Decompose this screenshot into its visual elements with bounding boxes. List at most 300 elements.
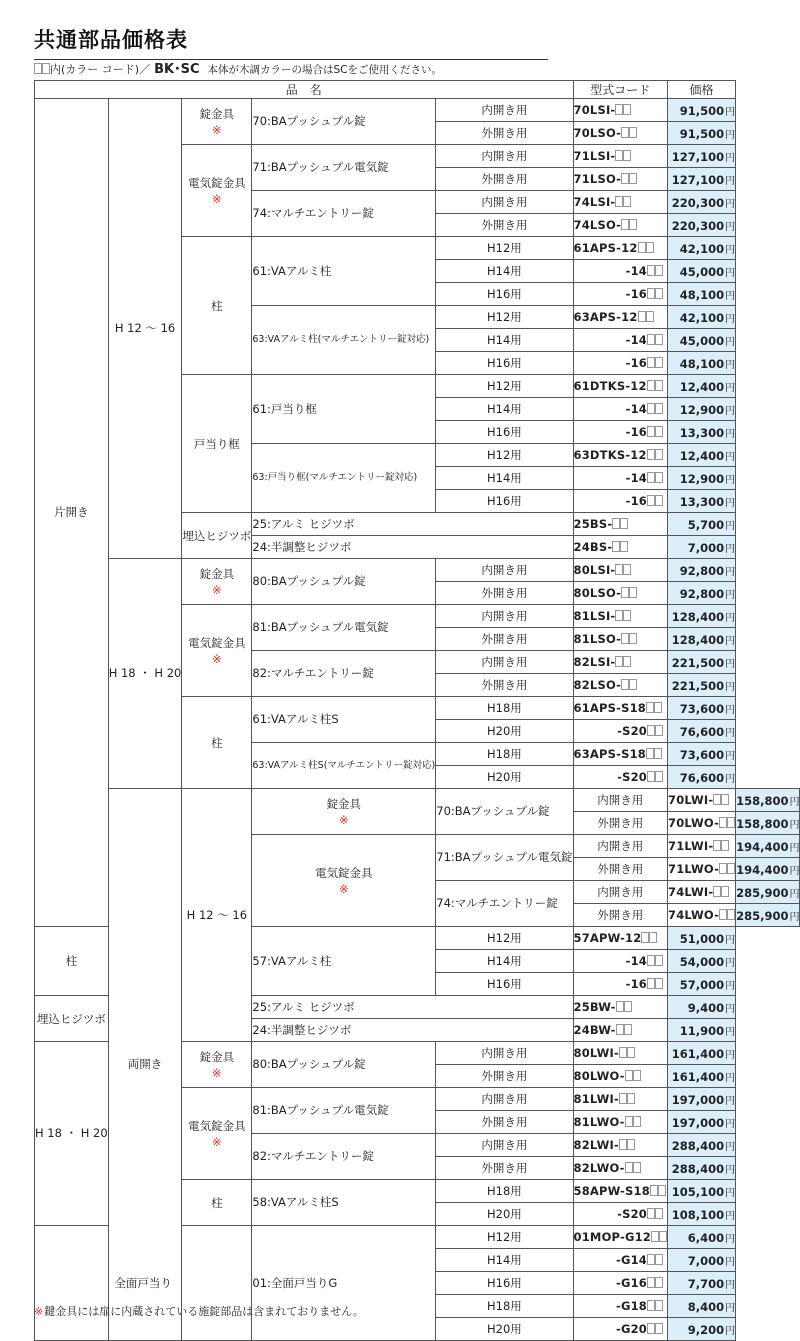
size-cell: 内開き用 bbox=[573, 881, 667, 904]
category-cell bbox=[182, 559, 252, 605]
yen-unit: 円 bbox=[725, 727, 736, 739]
model-code: 81LSO- bbox=[573, 632, 622, 646]
color-box-icon bbox=[621, 633, 629, 644]
price-value: 5,700 bbox=[687, 517, 725, 532]
category-cell bbox=[182, 1180, 252, 1226]
model-code: 61APS-S18 bbox=[573, 701, 647, 715]
price-value: 128,400 bbox=[671, 609, 725, 624]
color-box-icon bbox=[719, 909, 727, 920]
product-cell: 63:戸当り框(マルチエントリー錠対応) bbox=[252, 444, 436, 513]
footnote bbox=[34, 1304, 364, 1320]
price-cell bbox=[668, 1111, 736, 1134]
color-box-icon bbox=[655, 334, 663, 345]
model-code: -14 bbox=[625, 402, 647, 416]
price-cell bbox=[668, 214, 736, 237]
color-box-icon bbox=[655, 725, 663, 736]
category-label: 錠金具 bbox=[326, 796, 362, 811]
color-box-icon bbox=[647, 1254, 655, 1265]
price-cell bbox=[668, 720, 736, 743]
price-value: 158,800 bbox=[736, 816, 789, 831]
price-cell bbox=[736, 904, 800, 927]
price-value: 76,600 bbox=[679, 770, 725, 785]
model-code-cell bbox=[573, 973, 667, 996]
price-value: 128,400 bbox=[671, 632, 725, 647]
model-code-cell bbox=[573, 513, 667, 536]
model-code: 81LWO- bbox=[573, 1115, 625, 1129]
model-code: 70LWI- bbox=[668, 793, 714, 807]
category-label: 埋込ヒジツボ bbox=[36, 1011, 106, 1026]
color-box-icon bbox=[42, 63, 50, 74]
color-box-icon bbox=[646, 702, 654, 713]
price-value: 7,000 bbox=[687, 540, 725, 555]
price-value: 48,100 bbox=[679, 356, 725, 371]
table-row bbox=[35, 789, 800, 812]
price-cell bbox=[668, 1249, 736, 1272]
model-code-cell bbox=[573, 582, 667, 605]
height-range-cell: H 12 ～ 16 bbox=[182, 789, 252, 1042]
model-code: 82LWO- bbox=[573, 1161, 625, 1175]
color-box-icon bbox=[655, 1323, 663, 1334]
price-cell bbox=[668, 766, 736, 789]
model-code-cell bbox=[573, 1318, 667, 1341]
model-code: -14 bbox=[625, 264, 647, 278]
product-cell: 70:BAプッシュプル錠 bbox=[436, 789, 573, 835]
price-value: 194,400 bbox=[736, 862, 789, 877]
model-code-cell bbox=[573, 467, 667, 490]
category-label: 柱 bbox=[211, 298, 223, 313]
table-row bbox=[35, 1226, 800, 1249]
yen-unit: 円 bbox=[725, 1026, 736, 1038]
model-code-cell bbox=[573, 421, 667, 444]
product-cell: 25:アルミ ヒジツボ bbox=[252, 513, 573, 536]
color-box-icon bbox=[627, 1139, 635, 1150]
price-value: 127,100 bbox=[671, 149, 725, 164]
category-label: 埋込ヒジツボ bbox=[182, 528, 252, 543]
yen-unit: 円 bbox=[725, 1187, 736, 1199]
yen-unit: 円 bbox=[725, 1279, 736, 1291]
color-box-icon bbox=[616, 1001, 624, 1012]
price-cell bbox=[668, 122, 736, 145]
size-cell: H18用 bbox=[436, 743, 573, 766]
model-code-cell bbox=[573, 306, 667, 329]
yen-unit: 円 bbox=[725, 1325, 736, 1337]
note-mark: ※ bbox=[212, 122, 222, 137]
color-box-icon bbox=[646, 242, 654, 253]
model-code-cell bbox=[573, 99, 667, 122]
size-cell: 外開き用 bbox=[436, 628, 573, 651]
model-code-cell bbox=[573, 1272, 667, 1295]
product-cell: 24:半調整ヒジツボ bbox=[252, 1019, 573, 1042]
price-cell bbox=[668, 513, 736, 536]
model-code-cell bbox=[573, 950, 667, 973]
color-box-icon bbox=[647, 955, 655, 966]
size-cell: H12用 bbox=[436, 1226, 573, 1249]
size-cell: H16用 bbox=[436, 1272, 573, 1295]
model-code: 74LSI- bbox=[573, 195, 616, 209]
model-code: 63APS-12 bbox=[573, 310, 638, 324]
model-code-cell bbox=[573, 1157, 667, 1180]
price-cell bbox=[668, 950, 736, 973]
color-box-icon bbox=[620, 518, 628, 529]
price-value: 7,000 bbox=[687, 1253, 725, 1268]
category-cell bbox=[35, 996, 109, 1042]
color-box-icon bbox=[655, 472, 663, 483]
color-box-icon bbox=[629, 633, 637, 644]
yen-unit: 円 bbox=[725, 1118, 736, 1130]
color-box-icon bbox=[647, 380, 655, 391]
size-cell: H18用 bbox=[436, 697, 573, 720]
model-code: 24BS- bbox=[573, 540, 613, 554]
price-value: 9,200 bbox=[687, 1322, 725, 1337]
size-cell: 内開き用 bbox=[436, 1042, 573, 1065]
model-code-cell bbox=[573, 1065, 667, 1088]
color-box-icon bbox=[625, 1116, 633, 1127]
header-code: 型式コード bbox=[573, 81, 667, 99]
model-code-cell bbox=[573, 674, 667, 697]
color-box-icon bbox=[655, 495, 663, 506]
color-box-icon bbox=[647, 357, 655, 368]
model-code-cell bbox=[573, 1226, 667, 1249]
product-cell: 61:VAアルミ柱 bbox=[252, 237, 436, 306]
product-cell: 71:BAプッシュプル電気錠 bbox=[252, 145, 436, 191]
size-cell: H16用 bbox=[436, 973, 573, 996]
color-box-icon bbox=[647, 265, 655, 276]
color-box-icon bbox=[651, 1231, 659, 1242]
model-code-cell bbox=[573, 720, 667, 743]
product-cell: 71:BAプッシュプル電気錠 bbox=[436, 835, 573, 881]
price-value: 105,100 bbox=[671, 1184, 725, 1199]
category-label: 錠金具 bbox=[199, 566, 235, 581]
model-code-cell bbox=[668, 904, 736, 927]
product-cell: 01:全面戸当りG bbox=[252, 1226, 436, 1341]
yen-unit: 円 bbox=[725, 1072, 736, 1084]
color-box-icon bbox=[655, 288, 663, 299]
price-value: 73,600 bbox=[679, 747, 725, 762]
model-code: -S20 bbox=[617, 1207, 647, 1221]
size-cell: H20用 bbox=[436, 1203, 573, 1226]
price-cell bbox=[736, 812, 800, 835]
color-code-prefix: 内(カラー コード)／ bbox=[50, 63, 151, 76]
color-box-icon bbox=[615, 564, 623, 575]
model-code: 71LSO- bbox=[573, 172, 622, 186]
model-code: -16 bbox=[625, 425, 647, 439]
model-code-cell bbox=[573, 1249, 667, 1272]
size-cell: H14用 bbox=[436, 1249, 573, 1272]
price-cell bbox=[668, 421, 736, 444]
color-box-icon bbox=[641, 932, 649, 943]
color-box-icon bbox=[655, 449, 663, 460]
product-cell: 24:半調整ヒジツボ bbox=[252, 536, 573, 559]
yen-unit: 円 bbox=[725, 244, 736, 256]
yen-unit: 円 bbox=[725, 1003, 736, 1015]
model-code-cell bbox=[573, 927, 667, 950]
model-code: -14 bbox=[625, 954, 647, 968]
size-cell: 内開き用 bbox=[436, 99, 573, 122]
footnote-text: 鍵金具には扉に内蔵されている施錠部品は含まれておりません。 bbox=[44, 1305, 364, 1318]
color-box-icon bbox=[619, 1093, 627, 1104]
price-value: 7,700 bbox=[687, 1276, 725, 1291]
yen-unit: 円 bbox=[725, 1049, 736, 1061]
category-label: 電気錠金具 bbox=[315, 865, 373, 880]
yen-unit: 円 bbox=[725, 658, 736, 670]
price-cell bbox=[668, 283, 736, 306]
model-code-cell bbox=[573, 605, 667, 628]
color-box-icon bbox=[625, 1162, 633, 1173]
price-cell bbox=[668, 490, 736, 513]
color-box-icon bbox=[727, 909, 735, 920]
color-box-icon bbox=[647, 334, 655, 345]
color-box-icon bbox=[655, 978, 663, 989]
price-value: 54,000 bbox=[679, 954, 725, 969]
color-box-icon bbox=[621, 587, 629, 598]
price-cell bbox=[668, 1134, 736, 1157]
color-box-icon bbox=[647, 1323, 655, 1334]
price-cell bbox=[668, 1157, 736, 1180]
price-value: 197,000 bbox=[671, 1092, 725, 1107]
category-label: 戸当り框 bbox=[193, 436, 240, 451]
color-box-icon bbox=[621, 679, 629, 690]
color-box-icon bbox=[713, 794, 721, 805]
yen-unit: 円 bbox=[725, 405, 736, 417]
category-cell bbox=[252, 835, 436, 927]
color-code-note bbox=[34, 59, 548, 80]
category-label: 錠金具 bbox=[199, 1049, 235, 1064]
price-cell bbox=[668, 168, 736, 191]
model-code-cell bbox=[573, 1295, 667, 1318]
yen-unit: 円 bbox=[789, 888, 800, 900]
model-code-cell bbox=[573, 743, 667, 766]
model-code-cell bbox=[573, 1019, 667, 1042]
model-code: -S20 bbox=[617, 724, 647, 738]
price-cell bbox=[668, 398, 736, 421]
color-box-icon bbox=[719, 817, 727, 828]
price-value: 158,800 bbox=[736, 793, 789, 808]
product-cell: 81:BAプッシュプル電気錠 bbox=[252, 1088, 436, 1134]
product-cell: 80:BAプッシュプル錠 bbox=[252, 559, 436, 605]
yen-unit: 円 bbox=[725, 129, 736, 141]
model-code-cell bbox=[573, 536, 667, 559]
yen-unit: 円 bbox=[725, 750, 736, 762]
price-value: 12,900 bbox=[679, 402, 725, 417]
price-cell bbox=[668, 1065, 736, 1088]
model-code: 80LSO- bbox=[573, 586, 622, 600]
model-code: 61DTKS-12 bbox=[573, 379, 647, 393]
size-cell: 外開き用 bbox=[573, 904, 667, 927]
page-title: 共通部品価格表 bbox=[34, 28, 188, 52]
color-box-icon bbox=[713, 886, 721, 897]
color-box-icon bbox=[633, 1162, 641, 1173]
color-box-icon bbox=[633, 1070, 641, 1081]
product-cell: 74:マルチエントリー錠 bbox=[252, 191, 436, 237]
size-cell: 外開き用 bbox=[573, 858, 667, 881]
color-box-icon bbox=[625, 1070, 633, 1081]
yen-unit: 円 bbox=[725, 1141, 736, 1153]
table-header bbox=[35, 81, 800, 99]
note-mark: ※ bbox=[212, 191, 222, 206]
price-cell bbox=[668, 1318, 736, 1341]
yen-unit: 円 bbox=[725, 497, 736, 509]
price-cell bbox=[668, 536, 736, 559]
color-box-icon bbox=[655, 403, 663, 414]
color-box-icon bbox=[719, 863, 727, 874]
model-code: 80LWI- bbox=[573, 1046, 619, 1060]
yen-unit: 円 bbox=[725, 520, 736, 532]
model-code: -G16 bbox=[615, 1276, 647, 1290]
height-range-cell: H 18 ・ H 20 bbox=[35, 1042, 109, 1226]
category-cell bbox=[252, 789, 436, 835]
category-label: 柱 bbox=[65, 954, 78, 968]
size-cell: H14用 bbox=[436, 329, 573, 352]
model-code: -S20 bbox=[617, 770, 647, 784]
price-value: 12,900 bbox=[679, 471, 725, 486]
color-box-icon bbox=[629, 173, 637, 184]
price-cell bbox=[668, 237, 736, 260]
price-cell bbox=[668, 1203, 736, 1226]
color-box-icon bbox=[623, 656, 631, 667]
header-price: 価格 bbox=[668, 81, 736, 99]
model-code: 81LSI- bbox=[573, 609, 616, 623]
category-cell bbox=[182, 605, 252, 697]
model-code: 71LSI- bbox=[573, 149, 616, 163]
model-code: 80LSI- bbox=[573, 563, 616, 577]
category-label: 錠金具 bbox=[199, 106, 235, 121]
note-mark: ※ bbox=[338, 881, 349, 896]
model-code: 71LWO- bbox=[668, 862, 720, 876]
yen-unit: 円 bbox=[725, 198, 736, 210]
model-code: -16 bbox=[625, 287, 647, 301]
model-code-cell bbox=[573, 352, 667, 375]
yen-unit: 円 bbox=[725, 1164, 736, 1176]
yen-unit: 円 bbox=[725, 681, 736, 693]
color-box-icon bbox=[655, 426, 663, 437]
model-code-cell bbox=[668, 789, 736, 812]
model-code: 82LSO- bbox=[573, 678, 622, 692]
product-cell: 70:BAプッシュプル錠 bbox=[252, 99, 436, 145]
price-value: 127,100 bbox=[671, 172, 725, 187]
yen-unit: 円 bbox=[725, 474, 736, 486]
color-box-icon bbox=[655, 1208, 663, 1219]
price-value: 161,400 bbox=[671, 1069, 725, 1084]
price-cell bbox=[668, 375, 736, 398]
color-box-icon bbox=[647, 1277, 655, 1288]
color-box-icon bbox=[612, 518, 620, 529]
color-box-icon bbox=[647, 403, 655, 414]
color-box-icon bbox=[629, 679, 637, 690]
price-value: 288,400 bbox=[671, 1138, 725, 1153]
color-box-icon bbox=[621, 127, 629, 138]
price-cell bbox=[668, 973, 736, 996]
color-box-icon bbox=[646, 311, 654, 322]
color-box-icon bbox=[633, 1116, 641, 1127]
color-box-icon bbox=[646, 748, 654, 759]
model-code: 25BW- bbox=[573, 1000, 616, 1014]
note-mark: ※ bbox=[212, 1134, 222, 1149]
price-cell bbox=[668, 697, 736, 720]
size-cell: H18用 bbox=[436, 1180, 573, 1203]
size-cell: H16用 bbox=[436, 490, 573, 513]
note-mark: ※ bbox=[212, 1065, 222, 1080]
size-cell: H18用 bbox=[436, 1295, 573, 1318]
color-box-icon bbox=[647, 1208, 655, 1219]
model-code: 24BW- bbox=[573, 1023, 616, 1037]
product-cell: 81:BAプッシュプル電気錠 bbox=[252, 605, 436, 651]
yen-unit: 円 bbox=[725, 152, 736, 164]
model-code-cell bbox=[573, 444, 667, 467]
yen-unit: 円 bbox=[789, 911, 800, 923]
yen-unit: 円 bbox=[725, 1256, 736, 1268]
price-value: 92,800 bbox=[679, 563, 725, 578]
color-box-icon bbox=[615, 150, 623, 161]
color-box-icon bbox=[658, 1185, 666, 1196]
size-cell: H20用 bbox=[436, 766, 573, 789]
color-box-icon bbox=[615, 104, 623, 115]
note-mark: ※ bbox=[338, 812, 349, 827]
model-code-cell bbox=[573, 996, 667, 1019]
model-code: -G18 bbox=[615, 1299, 647, 1313]
color-box-icon bbox=[612, 541, 620, 552]
yen-unit: 円 bbox=[725, 1302, 736, 1314]
color-box-icon bbox=[620, 541, 628, 552]
color-box-icon bbox=[623, 564, 631, 575]
model-code: 70LSO- bbox=[573, 126, 622, 140]
size-cell: 内開き用 bbox=[436, 559, 573, 582]
table-row bbox=[35, 99, 800, 122]
price-cell bbox=[668, 99, 736, 122]
size-cell: 内開き用 bbox=[436, 191, 573, 214]
color-box-icon bbox=[647, 978, 655, 989]
price-value: 221,500 bbox=[671, 678, 725, 693]
model-code: 01MOP-G12 bbox=[573, 1230, 651, 1244]
price-value: 73,600 bbox=[679, 701, 725, 716]
price-value: 194,400 bbox=[736, 839, 789, 854]
model-code: -14 bbox=[625, 471, 647, 485]
color-box-icon bbox=[655, 380, 663, 391]
price-cell bbox=[736, 789, 800, 812]
model-code: 58APW-S18 bbox=[573, 1184, 650, 1198]
color-box-icon bbox=[655, 955, 663, 966]
price-cell bbox=[668, 927, 736, 950]
color-box-icon bbox=[647, 288, 655, 299]
size-cell: 内開き用 bbox=[436, 651, 573, 674]
size-cell: H16用 bbox=[436, 352, 573, 375]
yen-unit: 円 bbox=[725, 1095, 736, 1107]
model-code: 71LWI- bbox=[668, 839, 714, 853]
note-mark: ※ bbox=[212, 582, 222, 597]
model-code-cell bbox=[573, 1111, 667, 1134]
model-code-cell bbox=[573, 1134, 667, 1157]
size-cell: 内開き用 bbox=[436, 1088, 573, 1111]
color-box-icon bbox=[627, 1047, 635, 1058]
woodgrain-note: 本体が木調カラーの場合はSCをご使用ください。 bbox=[207, 64, 442, 76]
model-code: 74LWO- bbox=[668, 908, 720, 922]
yen-unit: 円 bbox=[725, 336, 736, 348]
header-name: 品 名 bbox=[35, 81, 574, 99]
model-code-cell bbox=[573, 375, 667, 398]
size-cell: 内開き用 bbox=[436, 605, 573, 628]
yen-unit: 円 bbox=[725, 612, 736, 624]
price-cell bbox=[668, 1295, 736, 1318]
color-box-icon bbox=[727, 817, 735, 828]
yen-unit: 円 bbox=[725, 175, 736, 187]
model-code-cell bbox=[668, 835, 736, 858]
size-cell: 内開き用 bbox=[573, 789, 667, 812]
color-box-icon bbox=[654, 702, 662, 713]
color-box-icon bbox=[621, 219, 629, 230]
color-box-icon bbox=[623, 104, 631, 115]
color-box-icon bbox=[647, 725, 655, 736]
product-cell: 61:VAアルミ柱S bbox=[252, 697, 436, 743]
price-cell bbox=[668, 467, 736, 490]
